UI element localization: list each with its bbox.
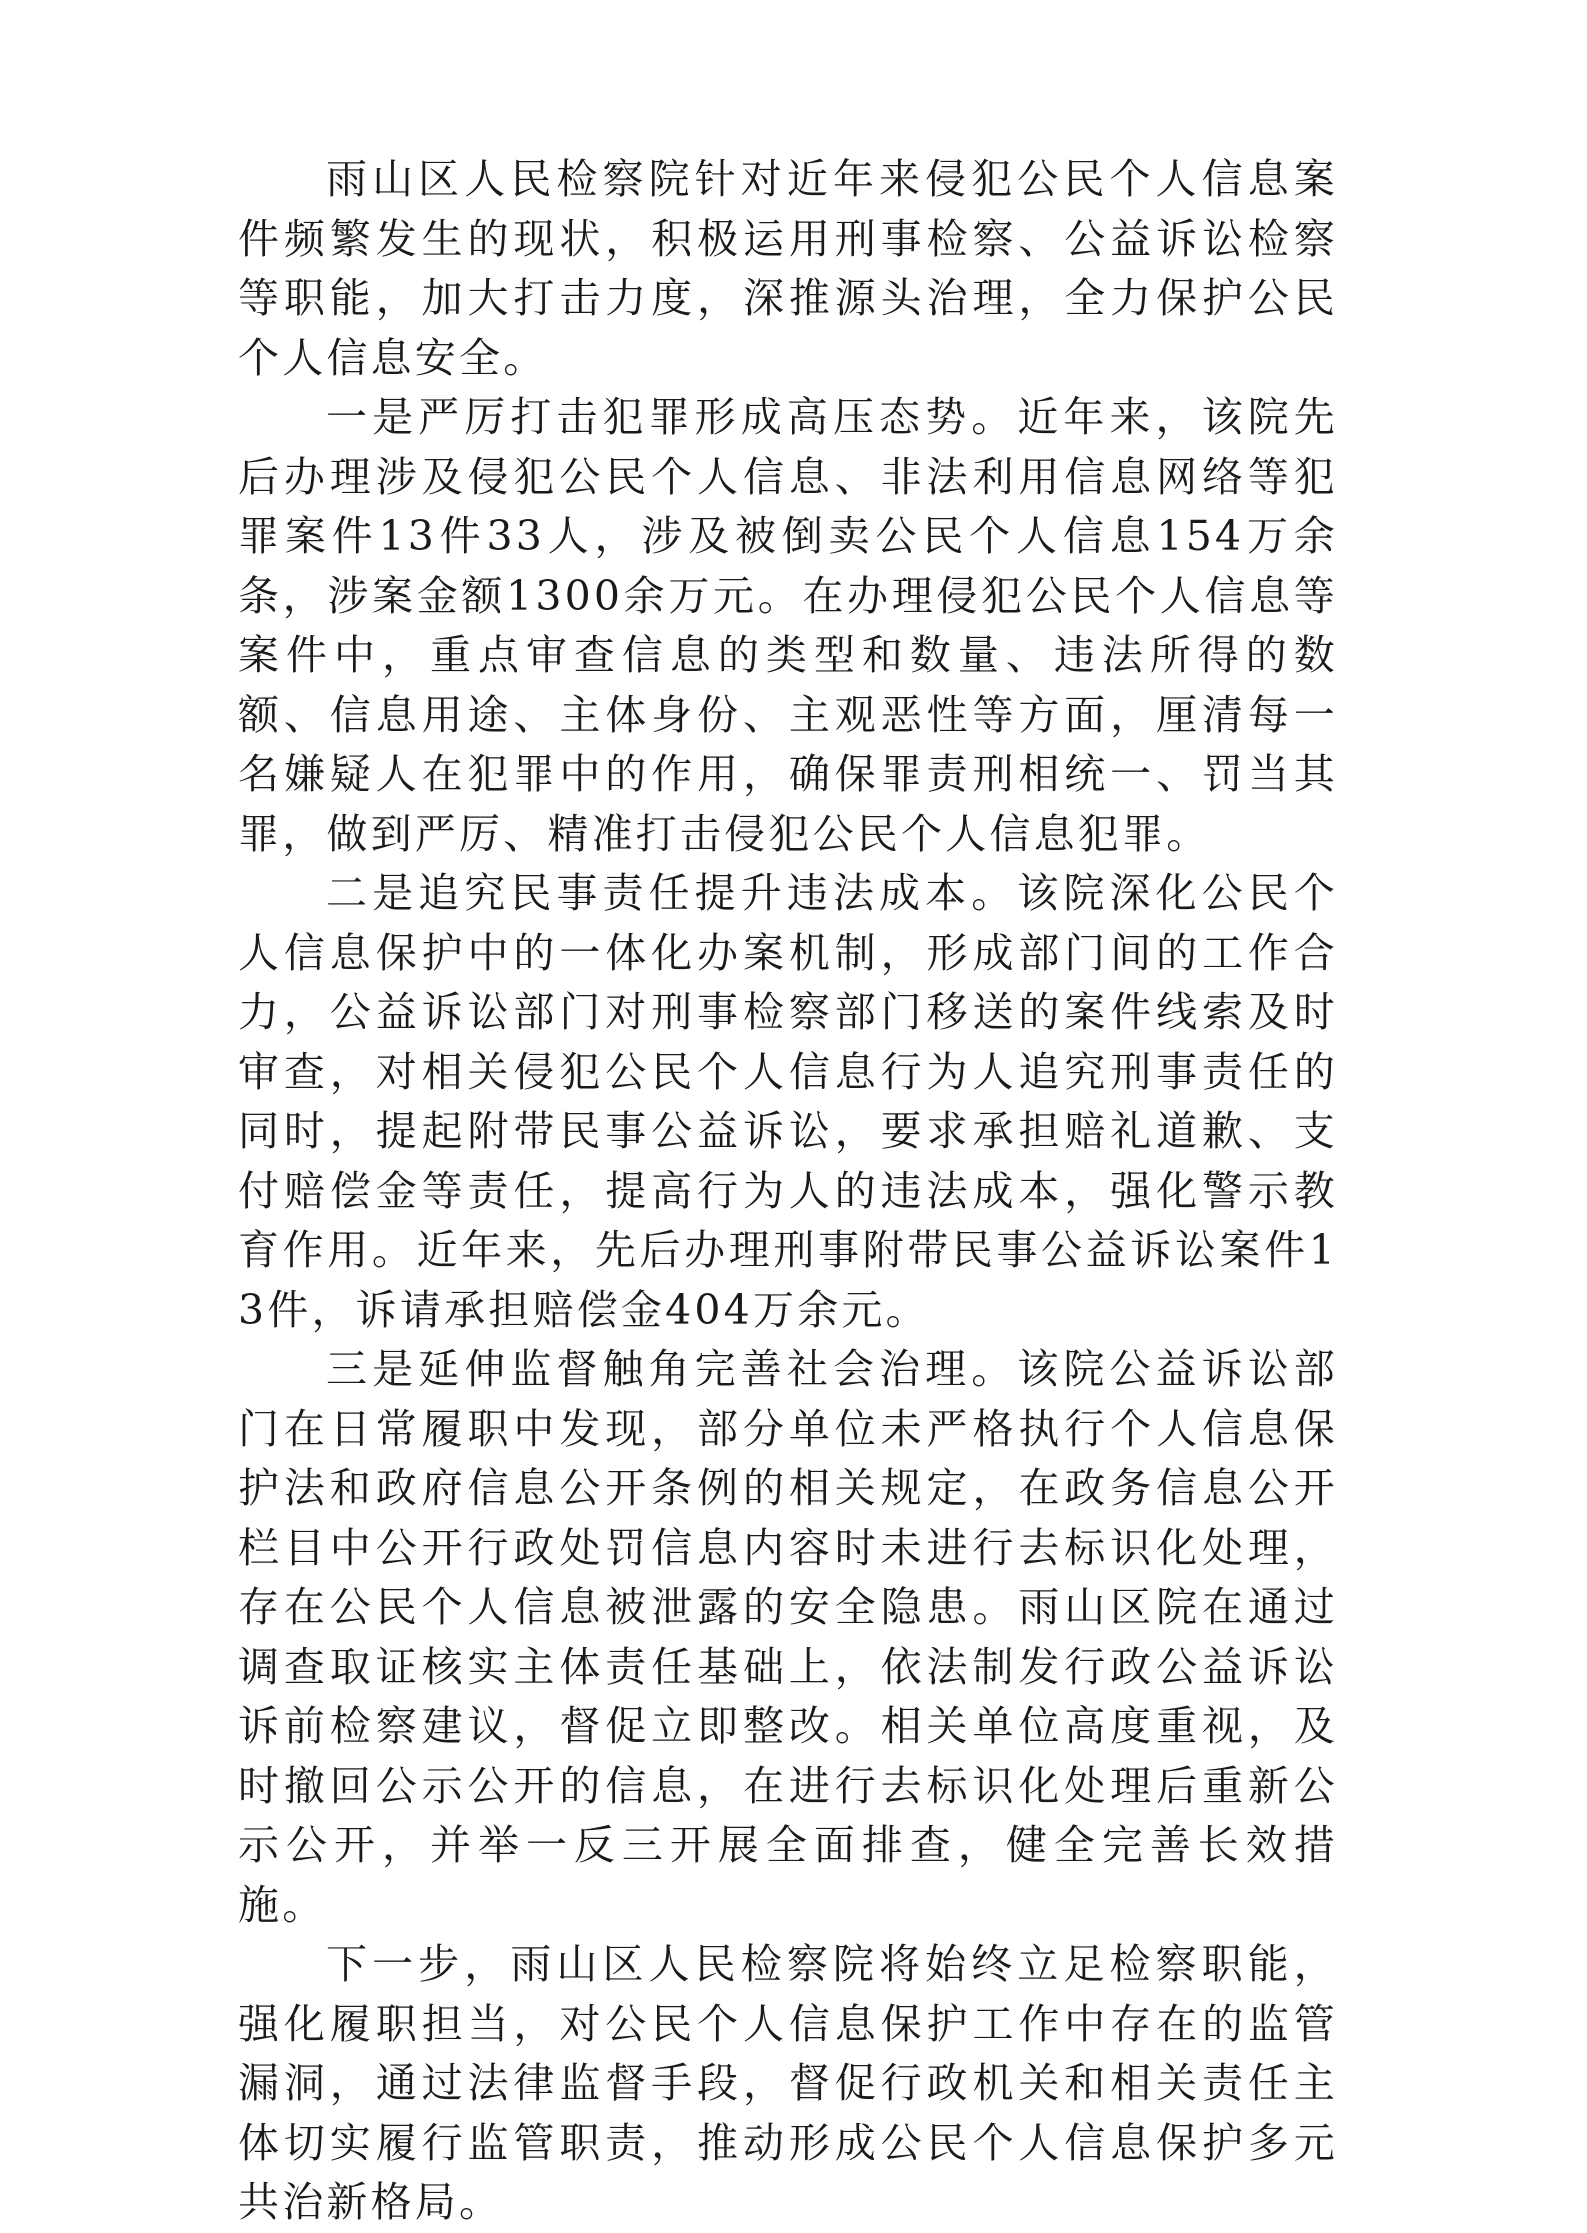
paragraph-social-governance: 三是延伸监督触角完善社会治理。该院公益诉讼部门在日常履职中发现，部分单位未严格执行个人信息保护法和政府信息公开条例的相关规定，在政务信息公开栏目中公开行政处罚信息内容时未进行去标识化处理，存在公民个人信息被泄露的安全隐患。雨山区院在通过调查取证核实主体责任基础上，依法制发行政公益诉讼诉前检察建议，督促立即整改。相关单位高度重视，及时撤回公示公开的信息，在进行去标识化处理后重新公示公开，并举一反三开展全面排查，健全完善长效措施。 [238,1345,1338,1929]
paragraph-next-steps: 下一步，雨山区人民检察院将始终立足检察职能，强化履职担当，对公民个人信息保护工作中存在的监管漏洞，通过法律监督手段，督促行政机关和相关责任主体切实履行监管职责，推动形成公民个人信息保护多元共治新格局。 [238,1940,1338,2226]
paragraph-crackdown: 一是严厉打击犯罪形成高压态势。近年来，该院先后办理涉及侵犯公民个人信息、非法利用信息网络等犯罪案件13件33人，涉及被倒卖公民个人信息154万余条，涉案金额1300余万元。在办理侵犯公民个人信息等案件中，重点审查信息的类型和数量、违法所得的数额、信息用途、主体身份、主观恶性等方面，厘清每一名嫌疑人在犯罪中的作用，确保罪责刑相统一、罚当其罪，做到严厉、精准打击侵犯公民个人信息犯罪。 [238,393,1338,858]
paragraph-civil-liability: 二是追究民事责任提升违法成本。该院深化公民个人信息保护中的一体化办案机制，形成部门间的工作合力，公益诉讼部门对刑事检察部门移送的案件线索及时审查，对相关侵犯公民个人信息行为人追究刑事责任的同时，提起附带民事公益诉讼，要求承担赔礼道歉、支付赔偿金等责任，提高行为人的违法成本，强化警示教育作用。近年来，先后办理刑事附带民事公益诉讼案件13件，诉请承担赔偿金404万余元。 [238,869,1338,1334]
intro-paragraph: 雨山区人民检察院针对近年来侵犯公民个人信息案件频繁发生的现状，积极运用刑事检察、公益诉讼检察等职能，加大打击力度，深推源头治理，全力保护公民个人信息安全。 [238,155,1338,382]
document-body [238,150,1338,2233]
